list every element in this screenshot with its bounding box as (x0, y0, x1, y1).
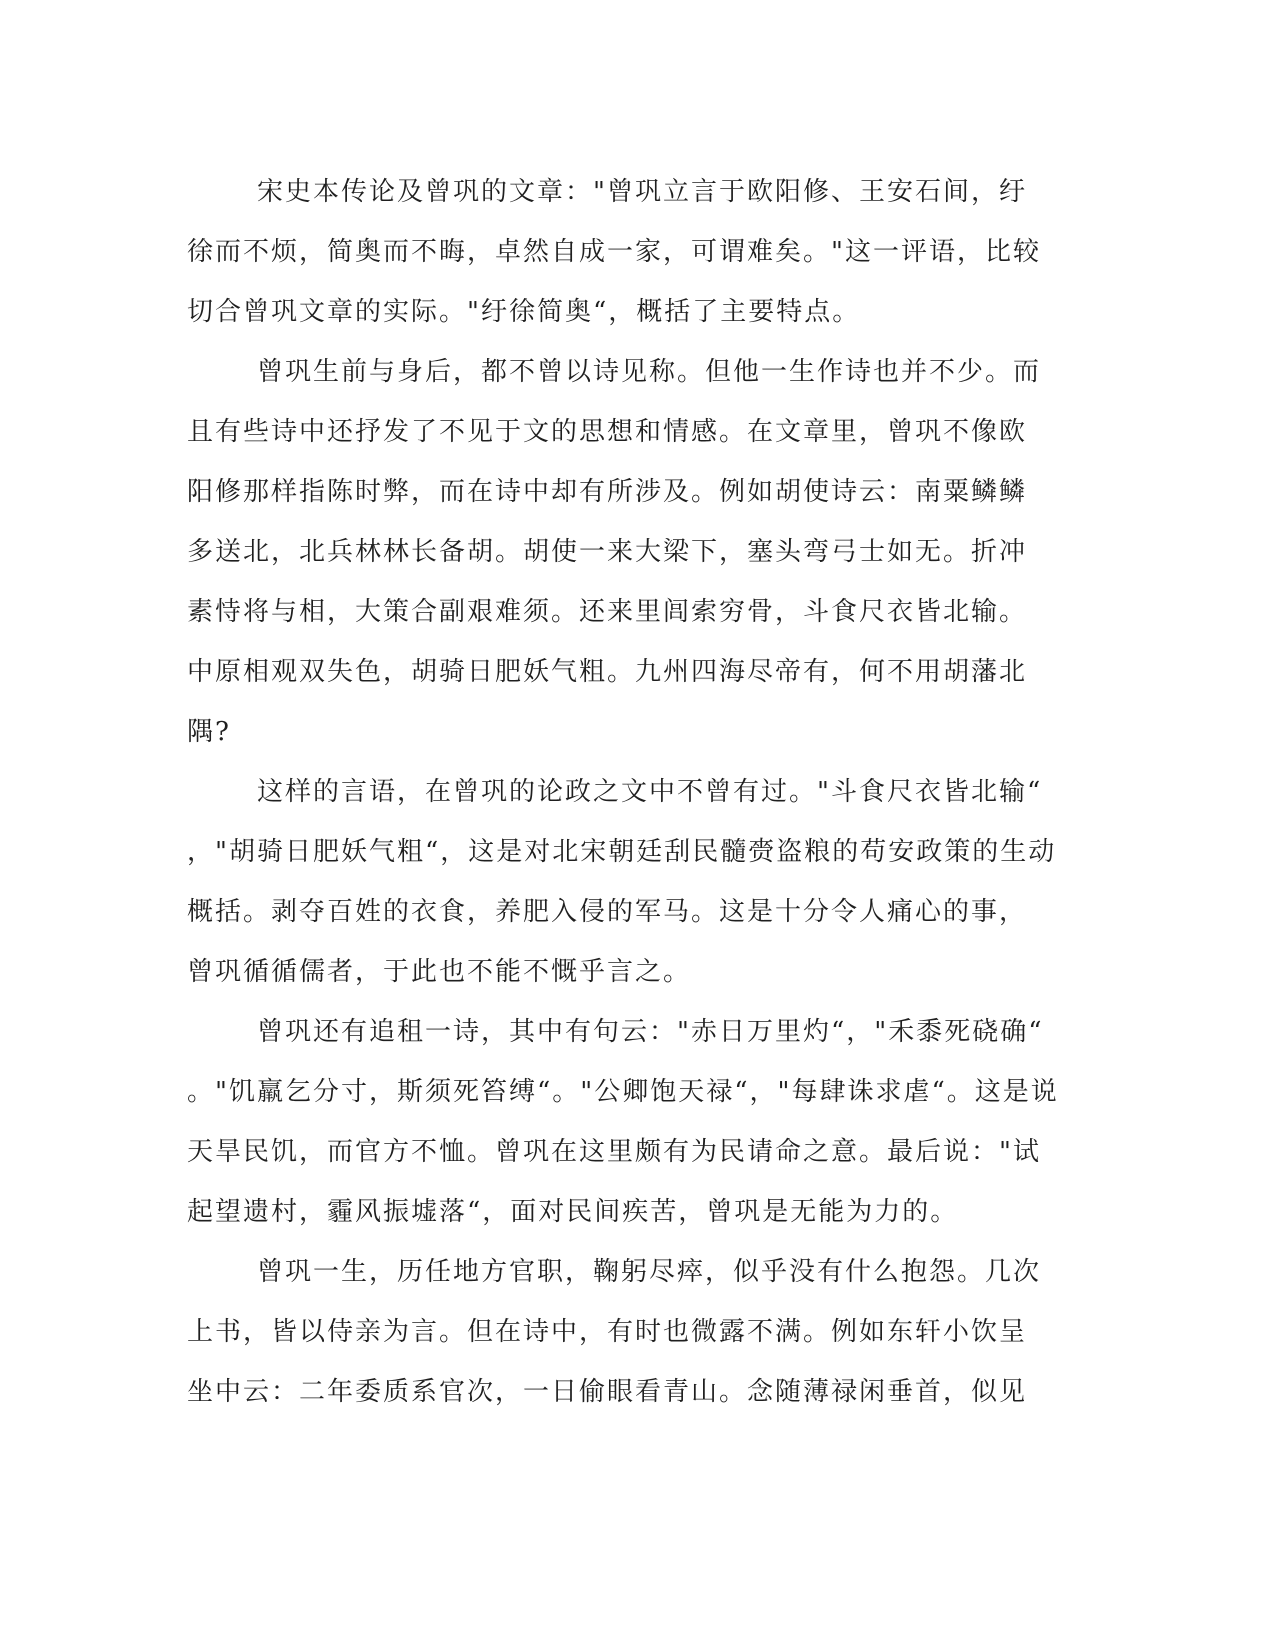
text-line: 素恃将与相，大策合副艰难须。还来里闾索穷骨，斗食尺衣皆北输。 (187, 597, 1028, 627)
text-line: 上书，皆以侍亲为言。但在诗中，有时也微露不满。例如东轩小饮呈 (187, 1317, 1028, 1347)
paragraph (187, 1002, 1087, 1242)
text-line: 。"饥羸乞分寸，斯须死笞缚“。"公卿饱天禄“，"每肆诛求虐“。这是说 (187, 1077, 1059, 1107)
text-line: 曾巩生前与身后，都不曾以诗见称。但他一生作诗也并不少。而 (257, 357, 1042, 387)
text-line: 这样的言语，在曾巩的论政之文中不曾有过。"斗食尺衣皆北输“ (257, 777, 1043, 807)
paragraph (187, 1242, 1087, 1422)
text-line: 阳修那样指陈时弊，而在诗中却有所涉及。例如胡使诗云：南粟鳞鳞 (187, 477, 1028, 507)
text-line: 坐中云：二年委质系官次，一日偷眼看青山。念随薄禄闲垂首，似见 (187, 1377, 1028, 1407)
body-text (187, 162, 1087, 1422)
text-line: 宋史本传论及曾巩的文章："曾巩立言于欧阳修、王安石间，纡 (257, 177, 1027, 207)
text-line: 切合曾巩文章的实际。"纡徐简奥“，概括了主要特点。 (187, 297, 861, 327)
text-line: 曾巩循循儒者，于此也不能不慨乎言之。 (187, 957, 692, 987)
text-line: 起望遗村，霾风振墟落“，面对民间疾苦，曾巩是无能为力的。 (187, 1197, 959, 1227)
text-line: 多送北，北兵林林长备胡。胡使一来大梁下，塞头弯弓士如无。折冲 (187, 537, 1028, 567)
text-line: 徐而不烦，简奥而不晦，卓然自成一家，可谓难矣。"这一评语，比较 (187, 237, 1041, 267)
paragraph (187, 162, 1087, 342)
text-line: ，"胡骑日肥妖气粗“，这是对北宋朝廷刮民髓赍盗粮的苟安政策的生动 (187, 837, 1057, 867)
text-line: 隅? (187, 717, 231, 747)
paragraph (187, 342, 1087, 762)
text-line: 曾巩一生，历任地方官职，鞠躬尽瘁，似乎没有什么抱怨。几次 (257, 1257, 1042, 1287)
text-line: 中原相观双失色，胡骑日肥妖气粗。九州四海尽帝有，何不用胡藩北 (187, 657, 1028, 687)
text-line: 概括。剥夺百姓的衣食，养肥入侵的军马。这是十分令人痛心的事， (187, 897, 1028, 927)
text-line: 且有些诗中还抒发了不见于文的思想和情感。在文章里，曾巩不像欧 (187, 417, 1028, 447)
text-line: 曾巩还有追租一诗，其中有句云："赤日万里灼“，"禾黍死硗确“ (257, 1017, 1044, 1047)
text-line: 天旱民饥，而官方不恤。曾巩在这里颇有为民请命之意。最后说："试 (187, 1137, 1041, 1167)
paragraph (187, 762, 1087, 1002)
